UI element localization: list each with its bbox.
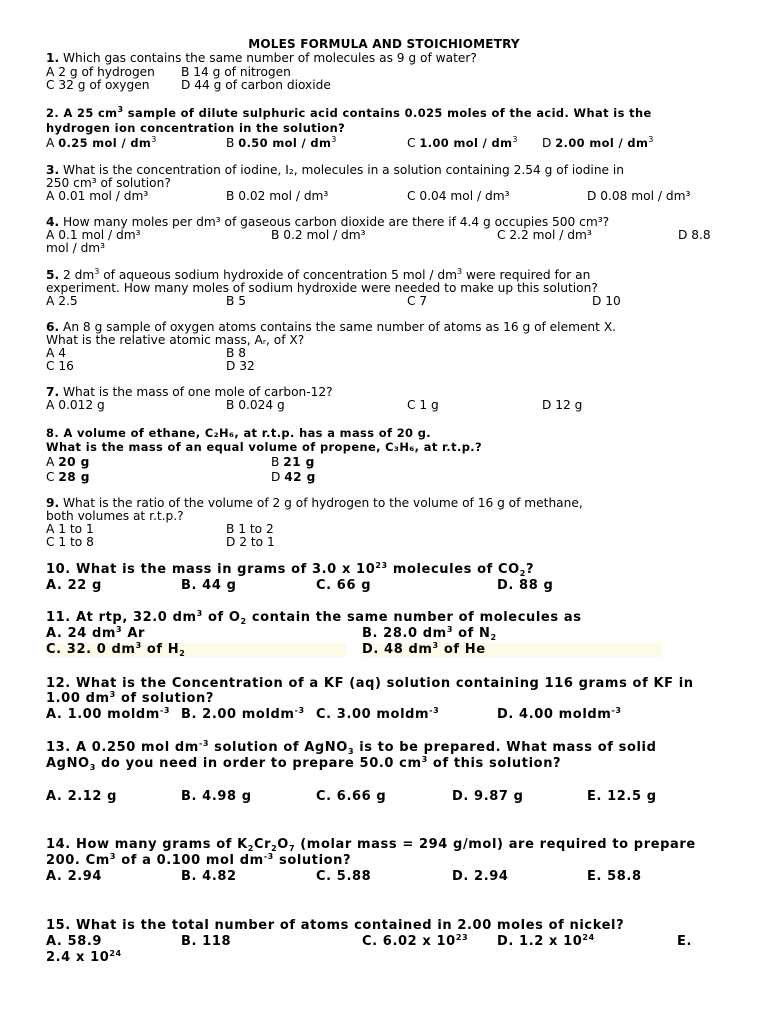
option: D 2 to 1: [226, 535, 275, 549]
option: B. 4.82: [181, 869, 237, 884]
option: B 14 g of nitrogen: [181, 65, 291, 79]
option: E. 12.5 g: [587, 789, 657, 804]
option: A. 58.9: [46, 934, 103, 949]
option: D 42 g: [271, 470, 316, 484]
question-text: hydrogen ion concentration in the solution?: [46, 121, 346, 135]
question-3: 3. What is the concentration of iodine, I₂, molecules in a solution containing 2.54 g of iodine in: [46, 163, 625, 177]
question-text: AgNO$_3$ do you need in order to prepare 50.0 $cm^3$ of this solution?: [46, 755, 562, 772]
question-text: What is the relative atomic mass, Aᵣ, of X?: [46, 333, 305, 347]
question-10: 10. What is the mass in grams of 3.0 x $10^{23}$ molecules of $CO_2$?: [46, 561, 535, 578]
option: A 4: [46, 346, 66, 360]
question-text: 250 cm³ of solution?: [46, 176, 171, 190]
question-12: 12. What is the Concentration of a KF (aq) solution containing 116 grams of KF in: [46, 676, 694, 691]
option: E. 58.8: [587, 869, 642, 884]
option: D. 4.00 moldm$^{-3}$: [497, 706, 622, 722]
option: A. 22 g: [46, 578, 102, 593]
option: B 5: [226, 294, 246, 308]
document-title: MOLES FORMULA AND STOICHIOMETRY: [248, 37, 520, 51]
option: D 12 g: [542, 398, 583, 412]
option: B 0.50 mol / $dm^3$: [226, 135, 337, 150]
option: D 44 g of carbon dioxide: [181, 78, 331, 92]
question-text: both volumes at r.t.p.?: [46, 509, 184, 523]
question-6: 6. An 8 g sample of oxygen atoms contains the same number of atoms as 16 g of element X.: [46, 320, 617, 334]
option: C 0.04 mol / dm³: [407, 189, 510, 203]
question-14: 14. How many grams of $K_2Cr_2O_7$ (molar mass = 294 g/mol) are required to prepare: [46, 837, 696, 853]
option: A. 2.94: [46, 869, 103, 884]
option: B 0.2 mol / dm³: [271, 228, 366, 242]
option: C. 6.02 x $10^{23}$: [362, 933, 469, 949]
option: D. 48 $dm^3$ of He: [362, 643, 662, 657]
option: A 20 g: [46, 455, 90, 469]
question-7: 7. What is the mass of one mole of carbon-12?: [46, 385, 333, 399]
option: B. 4.98 g: [181, 789, 252, 804]
question-4: 4. How many moles per dm³ of gaseous carbon dioxide are there if 4.4 g occupies 500 cm³?: [46, 215, 610, 229]
option: D. 88 g: [497, 578, 554, 593]
option: D 0.08 mol / dm³: [587, 189, 691, 203]
option: B 0.02 mol / dm³: [226, 189, 329, 203]
option: C 16: [46, 359, 74, 373]
question-13: 13. A 0.250 mol $dm^{-3}$ solution of AgNO$_3$ is to be prepared. What mass of solid: [46, 739, 657, 756]
option: B 8: [226, 346, 246, 360]
option: C 2.2 mol / dm³: [497, 228, 592, 242]
question-9: 9. What is the ratio of the volume of 2 g of hydrogen to the volume of 16 g of methane,: [46, 496, 583, 510]
option: D. 9.87 g: [452, 789, 524, 804]
option: B. 118: [181, 934, 232, 949]
option: B 21 g: [271, 455, 315, 469]
option: A. 2.12 g: [46, 789, 118, 804]
option: C. 3.00 moldm$^{-3}$: [316, 706, 440, 722]
question-5: 5. 2 $dm^3$ of aqueous sodium hydroxide of concentration 5 mol / $dm^3$ were required for an: [46, 267, 591, 282]
option: C. 32. 0 $dm^3$ of $H_2$: [46, 643, 346, 657]
option: E.: [677, 934, 693, 949]
question-2: 2. A 25 $cm^3$ sample of dilute sulphuric acid contains 0.025 moles of the acid. What is the: [46, 105, 652, 120]
option: D 2.00 mol / $dm^3$: [542, 135, 654, 150]
option: B 0.024 g: [226, 398, 285, 412]
option: A. 24 $dm^3$ Ar: [46, 625, 146, 641]
option: C 1 g: [407, 398, 439, 412]
option: A 0.1 mol / dm³: [46, 228, 141, 242]
question-text: Which gas contains the same number of molecules as 9 g of water?: [63, 51, 477, 65]
option: A 0.25 mol / $dm^3$: [46, 135, 157, 150]
question-text: 200. Cm$^3$ of a 0.100 mol $dm^{-3}$ solution?: [46, 852, 352, 868]
question-1: [46, 51, 477, 65]
option: A 2 g of hydrogen: [46, 65, 155, 79]
question-number: 1.: [46, 51, 60, 65]
option: C. 5.88: [316, 869, 372, 884]
question-11: 11. At rtp, 32.0 $dm^3$ of $O_2$ contain the same number of molecules as: [46, 609, 582, 626]
option-wrap: mol / dm³: [46, 241, 106, 255]
option: D. 2.94: [452, 869, 509, 884]
option: C. 6.66 g: [316, 789, 387, 804]
question-text: 1.00 $dm^3$ of solution?: [46, 690, 215, 706]
question-8: 8. A volume of ethane, C₂H₆, at r.t.p. has a mass of 20 g.: [46, 426, 431, 440]
question-15: 15. What is the total number of atoms contained in 2.00 moles of nickel?: [46, 918, 625, 933]
option: C 28 g: [46, 470, 90, 484]
option: C. 66 g: [316, 578, 372, 593]
option: A 2.5: [46, 294, 78, 308]
option: 2.4 x $10^{24}$: [46, 949, 122, 965]
option: D 8.8: [678, 228, 711, 242]
option: C 1.00 mol / $dm^3$: [407, 135, 518, 150]
option: A 0.012 g: [46, 398, 105, 412]
option: D. 1.2 x $10^{24}$: [497, 933, 595, 949]
option: B. 2.00 moldm$^{-3}$: [181, 706, 305, 722]
question-text: experiment. How many moles of sodium hydroxide were needed to make up this solution?: [46, 281, 598, 295]
option: D 32: [226, 359, 255, 373]
option: C 7: [407, 294, 428, 308]
option: C 32 g of oxygen: [46, 78, 150, 92]
question-number: 2.: [46, 106, 60, 120]
option: A 1 to 1: [46, 522, 94, 536]
option: C 1 to 8: [46, 535, 94, 549]
option: B 1 to 2: [226, 522, 274, 536]
option: B. 44 g: [181, 578, 237, 593]
option: A 0.01 mol / dm³: [46, 189, 149, 203]
option: A. 1.00 moldm$^{-3}$: [46, 706, 171, 722]
question-text: What is the mass of an equal volume of propene, C₃H₆, at r.t.p.?: [46, 440, 483, 454]
option: D 10: [592, 294, 621, 308]
option: B. 28.0 $dm^3$ of $N_2$: [362, 625, 497, 642]
